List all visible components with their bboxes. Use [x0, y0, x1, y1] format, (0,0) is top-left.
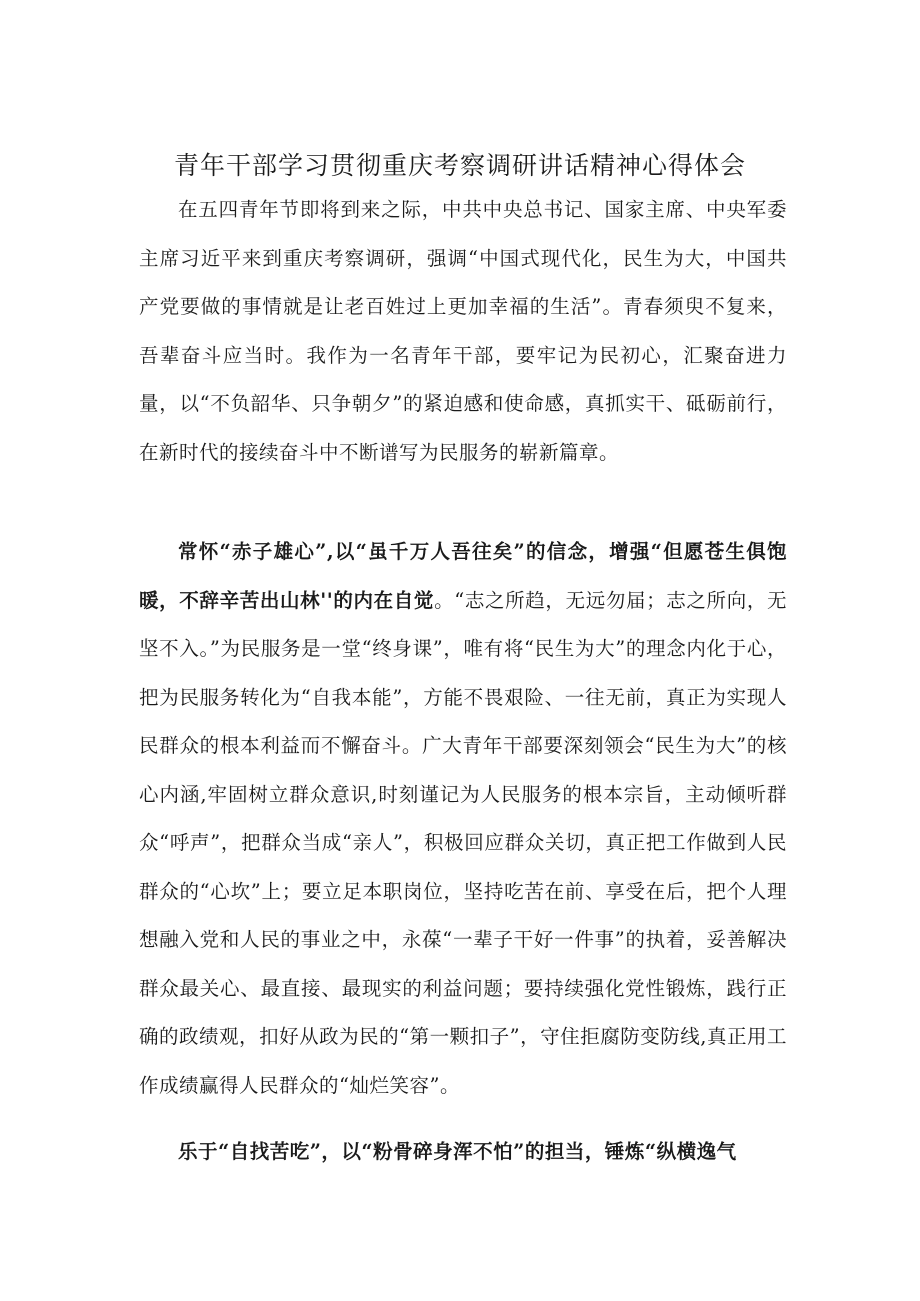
section-1-heading: 常怀“赤子雄心”,以“虽千万人吾往矣”的信念，增强“但愿苍生俱饱暖，不辞辛苦出山林''的内在自觉 [139, 540, 787, 612]
section-2-heading: 乐于“自找苦吃”，以“粉骨碎身浑不怕”的担当，锤炼“纵横逸气 [178, 1140, 737, 1163]
document-title: 青年干部学习贯彻重庆考察调研讲话精神心得体会 [173, 151, 746, 180]
paragraph-intro [139, 186, 787, 477]
paragraph-intro-text: 在五四青年节即将到来之际，中共中央总书记、国家主席、中央军委主席习近平来到重庆考察调研，强调“中国式现代化，民生为大，中国共产党要做的事情就是让老百姓过上更加幸福的生活”。青春须臾不复来，吾辈奋斗应当时。我作为一名青年干部，要牢记为民初心，汇聚奋进力量，以“不负韶华、只争朝夕”的紧迫感和使命感，真抓实干、砥砺前行，在新时代的接续奋斗中不断谱写为民服务的崭新篇章。 [139, 198, 787, 464]
paragraph-section-2 [139, 1128, 787, 1177]
section-1-body: 。“志之所趋，无远勿届；志之所向，无坚不入。”为民服务是一堂“终身课”，唯有将“民生为大”的理念内化于心，把为民服务转化为“自我本能”，方能不畏艰险、一往无前，真正为实现人民群众的根本利益而不懈奋斗。广大青年干部要深刻领会“民生为大”的核心内涵,牢固树立群众意识,时刻谨记为人民服务的根本宗旨，主动倾听群众“呼声”，把群众当成“亲人”，积极回应群众关切，真正把工作做到人民群众的“心坎”上；要立足本职岗位，坚持吃苦在前、享受在后，把个人理想融入党和人民的事业之中，永葆“一辈子干好一件事”的执着，妥善解决群众最关心、最直接、最现实的利益问题；要持续强化党性锻炼，践行正确的政绩观，扣好从政为民的“第一颗扣子”，守住拒腐防变防线,真正用工作成绩赢得人民群众的“灿烂笑容”。 [139, 588, 787, 1097]
paragraph-section-1 [139, 528, 787, 1110]
